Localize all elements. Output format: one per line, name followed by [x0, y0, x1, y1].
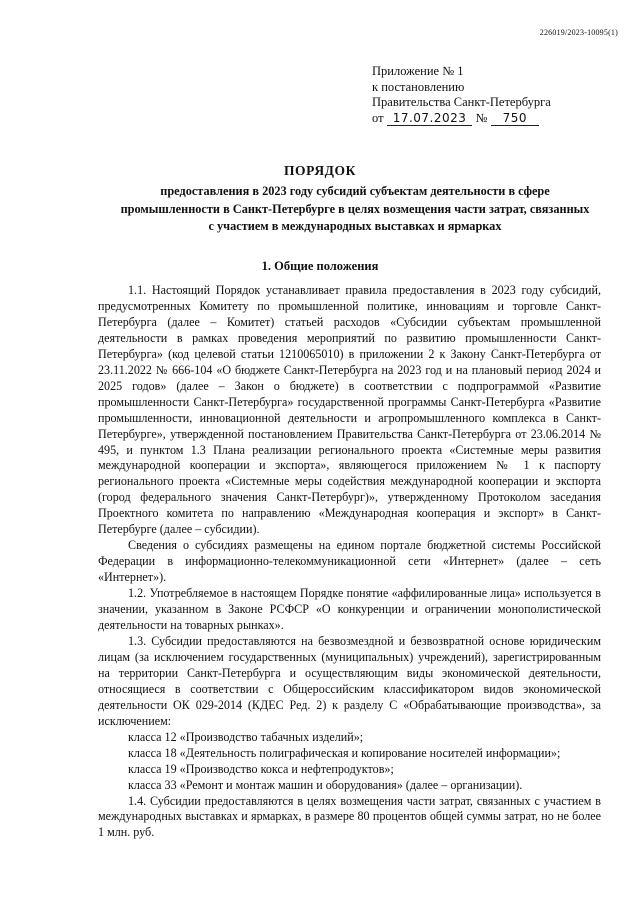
paragraph-1-3: 1.3. Субсидии предоставляются на безвозмездной и безвозвратной основе юридическим лицам (за исключением государственных (муниципальных) учреждений), зарегистрированным на территории Санкт-Петербурга и осуществляющим виды экономической деятельности, относящиеся в соответствии с Общероссийским классификатором видов экономической деятельности ОК 029-2014 (КДЕС Ред. 2) к разделу С «Обрабатывающие производства», за исключением: — [98, 633, 601, 728]
appendix-line-1: Приложение № 1 — [372, 64, 464, 78]
appendix-date-line — [372, 111, 551, 127]
from-prefix: от — [372, 110, 384, 125]
exclusion-item-18: класса 18 «Деятельность полиграфическая и копирование носителей информации»; — [128, 745, 561, 760]
exclusion-item-12: класса 12 «Производство табачных изделий»; — [128, 729, 364, 744]
paragraph-1-1: 1.1. Настоящий Порядок устанавливает правила предоставления в 2023 году субсидий, предусмотренных Комитету по промышленной политике, инновациям и торговле Санкт-Петербурга (далее – Комитет) статьей расходов «Субсидии субъектам промышленной деятельности в рамках проведения мероприятий по развитию промышленности Санкт-Петербурга» (код целевой статьи 1210065010) в приложении 2 к Закону Санкт-Петербурга от 23.11.2022 № 666-104 «О бюджете Санкт-Петербурга на 2023 год и на плановый период 2024 и 2025 годов» (далее – Закон о бюджете) в соответствии с подпрограммой «Развитие промышленности Санкт-Петербурга» государственной программы Санкт-Петербурга «Развитие промышленности, инновационной деятельности и агропромышленного комплекса в Санкт-Петербурге», утвержденной постановлением Правительства Санкт-Петербурга от 23.06.2014 № 495, и пунктом 1.3 Плана реализации регионального проекта «Системные меры развития международной кооперации и экспорта», являющегося приложением № 1 к паспорту регионального проекта «Системные меры содействия международной кооперации и экспорта (город федерального значения Санкт-Петербург)», утвержденному Протоколом заседания Проектного комитета по направлению «Международная кооперация и экспорт» в Санкт-Петербурге (далее – субсидии). — [98, 283, 601, 537]
appendix-line-2: к постановлению — [372, 79, 465, 94]
resolution-number: 750 — [491, 112, 539, 126]
appendix-block — [372, 64, 551, 126]
resolution-date: 17.07.2023 — [387, 112, 473, 126]
paragraph-1-4: 1.4. Субсидии предоставляются в целях возмещения части затрат, связанных с участием в международных выставках и ярмарках, в размере 80 процентов общей суммы затрат, но не более 1 млн. руб. — [98, 793, 601, 840]
paragraph-1-2: 1.2. Употребляемое в настоящем Порядке понятие «аффилированные лица» используется в значении, указанном в Законе РСФСР «О конкуренции и ограничении монополистической деятельности на товарных рынках». — [98, 586, 601, 633]
exclusion-item-33: класса 33 «Ремонт и монтаж машин и оборудования» (далее – организации). — [128, 777, 523, 792]
document-subtitle: предоставления в 2023 году субсидий субъектам деятельности в сфере промышленности в Санкт-Петербурге в целях возмещения части затрат, связанных с участием в международных выставках и ярмарках — [120, 184, 590, 233]
paragraph-subsidy-info: Сведения о субсидиях размещены на едином портале бюджетной системы Российской Федерации в информационно-телекоммуникационной сети «Интернет» (далее – сеть «Интернет»). — [98, 538, 601, 585]
document-body — [98, 283, 601, 841]
number-prefix: № — [475, 110, 488, 125]
document-title: ПОРЯДОК — [283, 163, 357, 178]
section-heading: 1. Общие положения — [261, 259, 379, 273]
appendix-line-3: Правительства Санкт-Петербурга — [372, 95, 551, 109]
exclusion-item-19: класса 19 «Производство кокса и нефтепродуктов»; — [128, 761, 394, 776]
document-number: 226019/2023-10095(1) — [539, 28, 618, 37]
